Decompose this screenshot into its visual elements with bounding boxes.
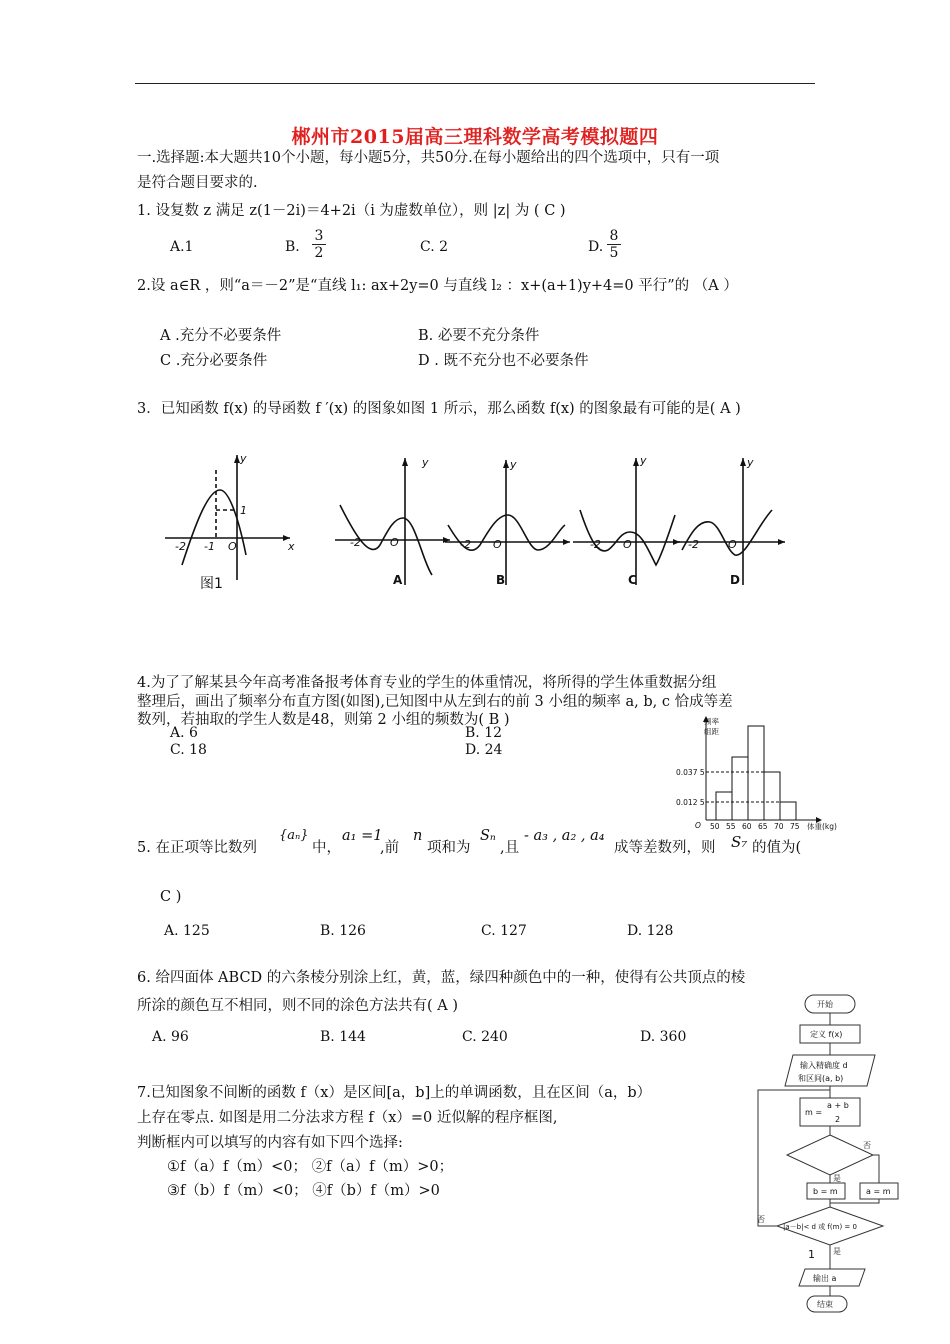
q2-option-a: A .充分不必要条件 xyxy=(160,328,282,344)
flow-decision-1 xyxy=(787,1135,873,1175)
q6-line1: 6. 给四面体 ABCD 的六条棱分别涂上红，黄，蓝，绿四种颜色中的一种，使得有公共顶点的棱 xyxy=(137,970,746,986)
q3-figures xyxy=(160,450,790,600)
q5-part1: 5. 在正项等比数列 xyxy=(137,840,257,856)
flow-b-eq-m-label: b = m xyxy=(813,1187,838,1196)
q7-flowchart xyxy=(755,990,915,1314)
hist-bar xyxy=(732,757,748,820)
q2-stem: 2.设 a∈R ，则“a＝－2”是“直线 l₁: ax+2y=0 与直线 l₂ ：x+(a+1)y+4=0 平行”的 （A ） xyxy=(137,278,738,294)
hist-origin: O xyxy=(695,821,701,830)
q7-line1: 7.已知图象不间断的函数 f（x）是区间[a，b]上的单调函数，且在区间（a，b） xyxy=(137,1085,652,1101)
hist-tick-x: 60 xyxy=(742,822,752,831)
q1-d-denominator: 5 xyxy=(609,245,619,261)
q4-option-b: B. 12 xyxy=(465,725,503,741)
svg-text:O: O xyxy=(493,538,502,551)
hist-ylabel-top: 频率 xyxy=(704,717,719,726)
svg-text:y: y xyxy=(640,454,647,467)
svg-text:y: y xyxy=(422,456,429,469)
q5-answer: C ) xyxy=(160,889,182,905)
q6-option-a: A. 96 xyxy=(152,1029,189,1045)
q5-option-c: C. 127 xyxy=(481,923,527,939)
q4-line2: 整理后，画出了频率分布直方图(如图),已知图中从左到右的前 3 小组的频率 a, b, c 恰成等差 xyxy=(137,694,733,710)
q1-b-denominator: 2 xyxy=(314,245,324,261)
svg-text:y: y xyxy=(747,456,754,469)
hist-tick-x: 70 xyxy=(774,822,784,831)
hist-bar xyxy=(764,772,780,820)
hist-bar xyxy=(748,726,764,820)
q1-b-numerator: 3 xyxy=(314,228,324,244)
q5-part3: ,前 xyxy=(380,840,400,856)
hist-tick-x: 50 xyxy=(710,822,720,831)
fig1-origin: O xyxy=(228,540,237,553)
q1-option-d-fraction xyxy=(603,228,625,261)
hist-tick-x: 55 xyxy=(726,822,736,831)
hist-ylabel-bottom: 组距 xyxy=(704,727,719,736)
q5-option-a: A. 125 xyxy=(164,923,210,939)
flow-define-label: 定义 f(x) xyxy=(810,1030,843,1039)
hist-tick-x: 65 xyxy=(758,822,768,831)
q6-option-b: B. 144 xyxy=(320,1029,366,1045)
q5-a1: a₁ =1 xyxy=(342,828,383,844)
q2-option-c: C .充分必要条件 xyxy=(160,353,268,369)
hist-xlabel: 体重(kg) xyxy=(807,822,837,831)
fig1-x-label: x xyxy=(288,540,295,553)
flow-m-left: m = xyxy=(805,1108,823,1117)
q1-option-d-label: D. xyxy=(588,239,604,255)
flow-start-label: 开始 xyxy=(817,1000,833,1009)
fig1-tick-neg2: -2 xyxy=(175,540,186,553)
q5-s7: S₇ xyxy=(731,833,748,851)
q4-option-d: D. 24 xyxy=(465,742,503,758)
q5-option-d: D. 128 xyxy=(627,923,674,939)
fig-a-label: A xyxy=(393,573,403,587)
flow-m-num: a + b xyxy=(827,1101,849,1110)
svg-text:-2: -2 xyxy=(460,538,471,551)
q5-part2: 中， xyxy=(312,840,341,856)
flow-end-label: 结束 xyxy=(817,1300,833,1309)
fig1-tick-neg1: -1 xyxy=(204,540,215,553)
q6-option-d: D. 360 xyxy=(640,1029,687,1045)
q6-option-c: C. 240 xyxy=(462,1029,508,1045)
q7-line3: 判断框内可以填写的内容有如下四个选择: xyxy=(137,1135,403,1151)
svg-text:O: O xyxy=(623,538,632,551)
q1-d-numerator: 8 xyxy=(609,228,619,244)
flow-input-line2: 和区间(a, b) xyxy=(798,1074,844,1083)
flow-yes2: 是 xyxy=(833,1247,841,1256)
fig1-y-label: y xyxy=(240,452,247,465)
q2-option-b: B. 必要不充分条件 xyxy=(418,328,540,344)
flow-no2: 否 xyxy=(757,1215,765,1224)
q1-option-a: A.1 xyxy=(170,239,194,255)
q1-option-c: C. 2 xyxy=(420,239,449,255)
section-intro-line1: 一.选择题:本大题共10个小题，每小题5分，共50分.在每小题给出的四个选项中，只有一项 xyxy=(137,150,720,166)
q5-part4: 项和为 xyxy=(427,840,471,856)
q4-option-a: A. 6 xyxy=(170,725,198,741)
q5-n: n xyxy=(413,828,423,844)
svg-text:-2: -2 xyxy=(350,536,361,549)
q1-stem: 1. 设复数 z 满足 z(1－2i)＝4+2i（i 为虚数单位），则 |z| 为 ( C ) xyxy=(137,203,566,219)
q5-seq: {aₙ} xyxy=(279,828,309,843)
flow-input-line1: 输入精确度 d xyxy=(800,1061,848,1070)
header-rule xyxy=(135,83,815,84)
q7-options-3-4: ③f（b）f（m）<0； ④f（b）f（m）>0 xyxy=(167,1183,440,1199)
fig1-tick-1: 1 xyxy=(240,504,247,517)
page-title: 郴州市2015届高三理科数学高考模拟题四 xyxy=(291,126,659,148)
q2-option-d: D . 既不充分也不必要条件 xyxy=(418,353,589,369)
svg-text:-2: -2 xyxy=(688,538,699,551)
flow-yes1: 是 xyxy=(833,1174,841,1183)
fig1-caption: 图1 xyxy=(200,576,223,592)
q5-part6: 成等差数列，则 xyxy=(614,840,716,856)
hist-bar xyxy=(780,802,796,820)
svg-text:O: O xyxy=(390,536,399,549)
svg-text:O: O xyxy=(728,538,737,551)
svg-text:y: y xyxy=(510,458,517,471)
q4-histogram xyxy=(676,712,858,834)
q5-sn: Sₙ xyxy=(480,828,496,844)
hist-tick-y1: 0.037 5 xyxy=(676,768,705,777)
q3-stem: 3．已知函数 f(x) 的导函数 f ′(x) 的图象如图 1 所示，那么函数 f(x) 的图象最有可能的是( A ) xyxy=(137,401,741,417)
section-intro-line2: 是符合题目要求的. xyxy=(137,175,258,191)
flow-one: 1 xyxy=(808,1248,815,1261)
q4-line1: 4.为了了解某县今年高考准备报考体育专业的学生的体重情况，将所得的学生体重数据分组 xyxy=(137,675,717,691)
q5-terms: - a₃ , a₂ , a₄ xyxy=(524,828,605,844)
q5-part7: 的值为( xyxy=(752,840,802,856)
flow-no1: 否 xyxy=(863,1141,871,1150)
flow-m-den: 2 xyxy=(835,1115,841,1124)
q1-option-b-label: B. xyxy=(285,239,300,255)
flow-a-eq-m-label: a = m xyxy=(866,1187,891,1196)
svg-text:-2: -2 xyxy=(590,538,601,551)
q5-part5: ,且 xyxy=(500,840,520,856)
q7-options-1-2: ①f（a）f（m）<0； ②f（a）f（m）>0； xyxy=(167,1159,454,1175)
q4-option-c: C. 18 xyxy=(170,742,207,758)
hist-bar xyxy=(716,792,732,820)
q6-line2: 所涂的颜色互不相同，则不同的涂色方法共有( A ) xyxy=(137,998,459,1014)
fig-d-label: D xyxy=(730,573,740,587)
q7-line2: 上存在零点. 如图是用二分法求方程 f（x）=0 近似解的程序框图, xyxy=(137,1110,558,1126)
q5-option-b: B. 126 xyxy=(320,923,366,939)
hist-tick-x: 75 xyxy=(790,822,800,831)
fig-c-label: C xyxy=(628,573,637,587)
fig-b-label: B xyxy=(496,573,506,587)
hist-tick-y2: 0.012 5 xyxy=(676,798,705,807)
flow-output-label: 输出 a xyxy=(813,1274,837,1283)
q1-option-b-fraction xyxy=(308,228,330,261)
q4-line3: 数列，若抽取的学生人数是48，则第 2 小组的频数为( B ) xyxy=(137,712,510,728)
flow-cond2: |a－b|< d 或 f(m) = 0 xyxy=(783,1223,857,1231)
